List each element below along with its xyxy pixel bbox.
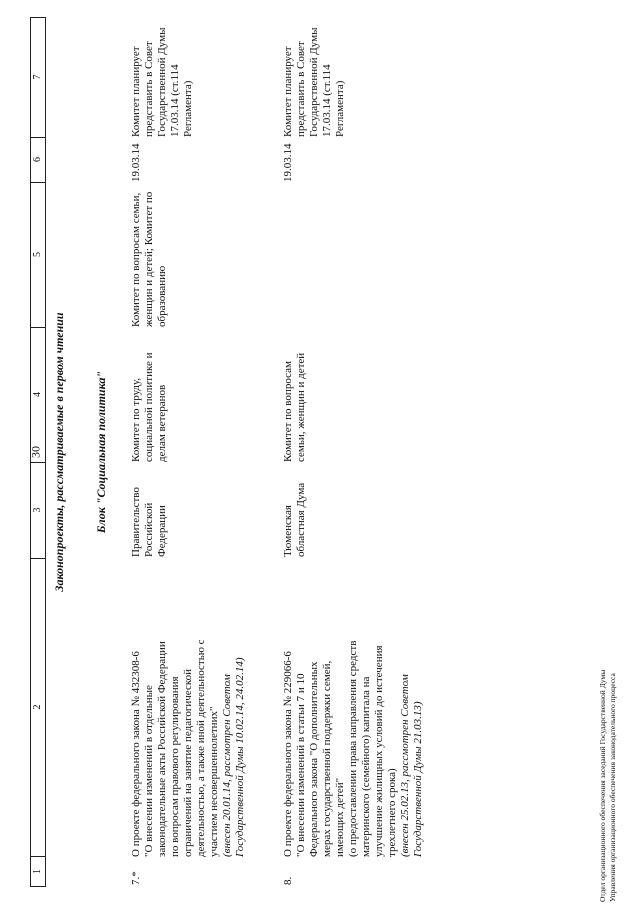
responsible-committee: Комитет по труду, социальной политике и делам ветеранов — [130, 352, 168, 462]
agenda-table — [30, 17, 630, 887]
col-header-3: 3 — [31, 462, 45, 559]
footer-line: Отдел организационного обеспечения заседаний Государственной Думы — [598, 669, 607, 902]
column-number-header — [30, 17, 46, 887]
bill-title: О проекте федерального закона № 432308-6 "О внесении изменений в отдельные законодательные акты Российской Федерации по вопросам правового регулирования ограничений на занятие педагогической деятельностью, а также иной деятельностью с участием несовершеннолетних" (внесен 20.01.14, рассмотрен Советом Государственной Думы 10.02.14, 24.02.14) — [130, 562, 247, 857]
document-footer — [598, 2, 618, 902]
row-number: 7.* — [130, 871, 142, 885]
date: 19.03.14 — [282, 143, 294, 182]
bill-title: О проекте федерального закона № 229066-6 "О внесении изменений в статьи 7 и 10 Федерального закона "О дополнительных мерах государственной поддержки семей, имеющих детей" (о предоставлении права направления средств материнского (семейного) капитала на улучшение жилищных условий до истечения трехлетнего срока) (внесен 25.02.13, рассмотрен Советом Государственной Думы 21.03.13) — [282, 562, 425, 857]
col-header-5: 5 — [31, 182, 45, 328]
col-header-7: 7 — [31, 17, 45, 138]
bill-note: (внесен 25.02.13, рассмотрен Советом — [399, 674, 411, 857]
remark: Комитет планирует представить в Совет Государственной Думы 17.03.14 (ст.114 Регламента) — [130, 27, 194, 137]
date: 19.03.14 — [130, 143, 142, 182]
col-header-1: 1 — [32, 869, 43, 874]
bill-note: (внесен 20.01.14, рассмотрен Советом — [221, 674, 233, 857]
block-title: Блок "Социальная политика" — [94, 370, 108, 534]
co-committee: Комитет по вопросам семьи, женщин и детей; Комитет по образованию — [130, 191, 168, 327]
row-number: 8. — [282, 876, 294, 885]
page-number: 30 — [28, 446, 43, 458]
initiator: Правительство Российской Федерации — [130, 487, 168, 557]
responsible-committee: Комитет по вопросам семьи, женщин и детей — [282, 352, 307, 462]
col-header-6: 6 — [31, 137, 45, 183]
initiator: Тюменская областная Дума — [282, 482, 307, 557]
footer-line: Управления организационного обеспечения законодательного процесса — [608, 673, 617, 902]
col-header-4: 4 — [31, 327, 45, 463]
col-header-2: 2 — [31, 558, 45, 857]
remark: Комитет планирует представить в Совет Государственной Думы 17.03.14 (ст.114 Регламента) — [282, 27, 346, 137]
section-title: Законопроекты, рассматриваемые в первом чтении — [52, 312, 66, 592]
